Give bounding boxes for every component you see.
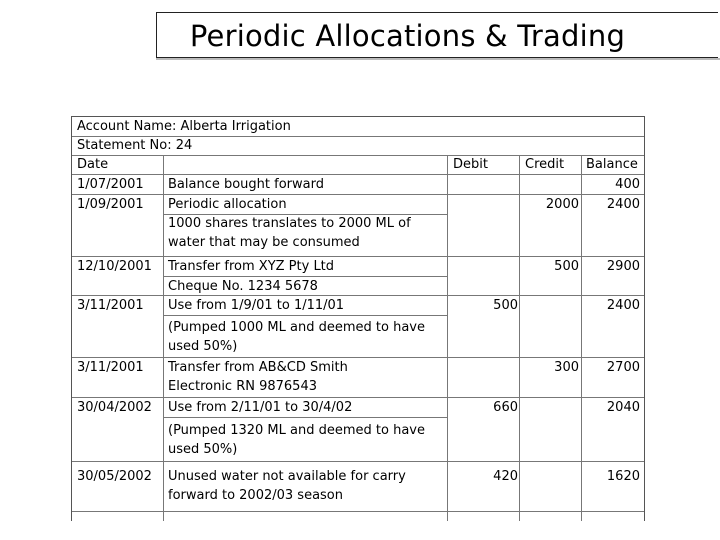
row-desc-line: water that may be consumed xyxy=(168,235,360,250)
page-title: Periodic Allocations & Trading xyxy=(189,19,626,53)
row-balance: 2040 xyxy=(606,400,640,415)
row-desc-line: (Pumped 1320 ML and deemed to have xyxy=(168,423,425,438)
row-balance: 2400 xyxy=(606,197,640,212)
row-debit: 420 xyxy=(493,469,518,484)
ledger-table xyxy=(71,116,645,521)
row-desc-line: Use from 2/11/01 to 30/4/02 xyxy=(168,400,353,415)
row-date: 3/11/2001 xyxy=(77,298,144,313)
title-shadow xyxy=(156,58,720,60)
row-desc-line: forward to 2002/03 season xyxy=(168,488,343,503)
row-credit: 500 xyxy=(554,259,579,274)
header-credit: Credit xyxy=(525,157,565,172)
row-desc-line: used 50%) xyxy=(168,339,238,354)
row-credit: 300 xyxy=(554,360,579,375)
header-balance: Balance xyxy=(586,157,638,172)
row-date: 1/09/2001 xyxy=(77,197,144,212)
title-box xyxy=(156,12,718,58)
row-balance: 2400 xyxy=(606,298,640,313)
header-date: Date xyxy=(77,157,109,172)
row-date: 30/04/2002 xyxy=(77,400,152,415)
row-desc-line: (Pumped 1000 ML and deemed to have xyxy=(168,320,425,335)
row-desc-line: Electronic RN 9876543 xyxy=(168,379,317,394)
row-desc-line: Use from 1/9/01 to 1/11/01 xyxy=(168,298,345,313)
row-balance: 400 xyxy=(615,177,640,192)
row-date: 1/07/2001 xyxy=(77,177,144,192)
row-desc-line: Transfer from XYZ Pty Ltd xyxy=(168,259,335,274)
statement-number: Statement No: 24 xyxy=(77,138,193,153)
header-debit: Debit xyxy=(453,157,488,172)
row-date: 3/11/2001 xyxy=(77,360,144,375)
row-credit: 2000 xyxy=(545,197,579,212)
row-debit: 660 xyxy=(493,400,518,415)
row-desc-line: Unused water not available for carry xyxy=(168,469,406,484)
row-date: 12/10/2001 xyxy=(77,259,152,274)
row-desc-line: used 50%) xyxy=(168,442,238,457)
row-desc-line: 1000 shares translates to 2000 ML of xyxy=(168,216,411,231)
row-date: 30/05/2002 xyxy=(77,469,152,484)
row-balance: 2900 xyxy=(606,259,640,274)
account-name: Account Name: Alberta Irrigation xyxy=(77,119,291,134)
row-desc-line: Transfer from AB&CD Smith xyxy=(168,360,348,375)
row-debit: 500 xyxy=(493,298,518,313)
row-desc-line: Cheque No. 1234 5678 xyxy=(168,279,318,294)
row-balance: 1620 xyxy=(606,469,640,484)
row-desc-line: Periodic allocation xyxy=(168,197,287,212)
row-balance: 2700 xyxy=(606,360,640,375)
row-desc-line: Balance bought forward xyxy=(168,177,324,192)
